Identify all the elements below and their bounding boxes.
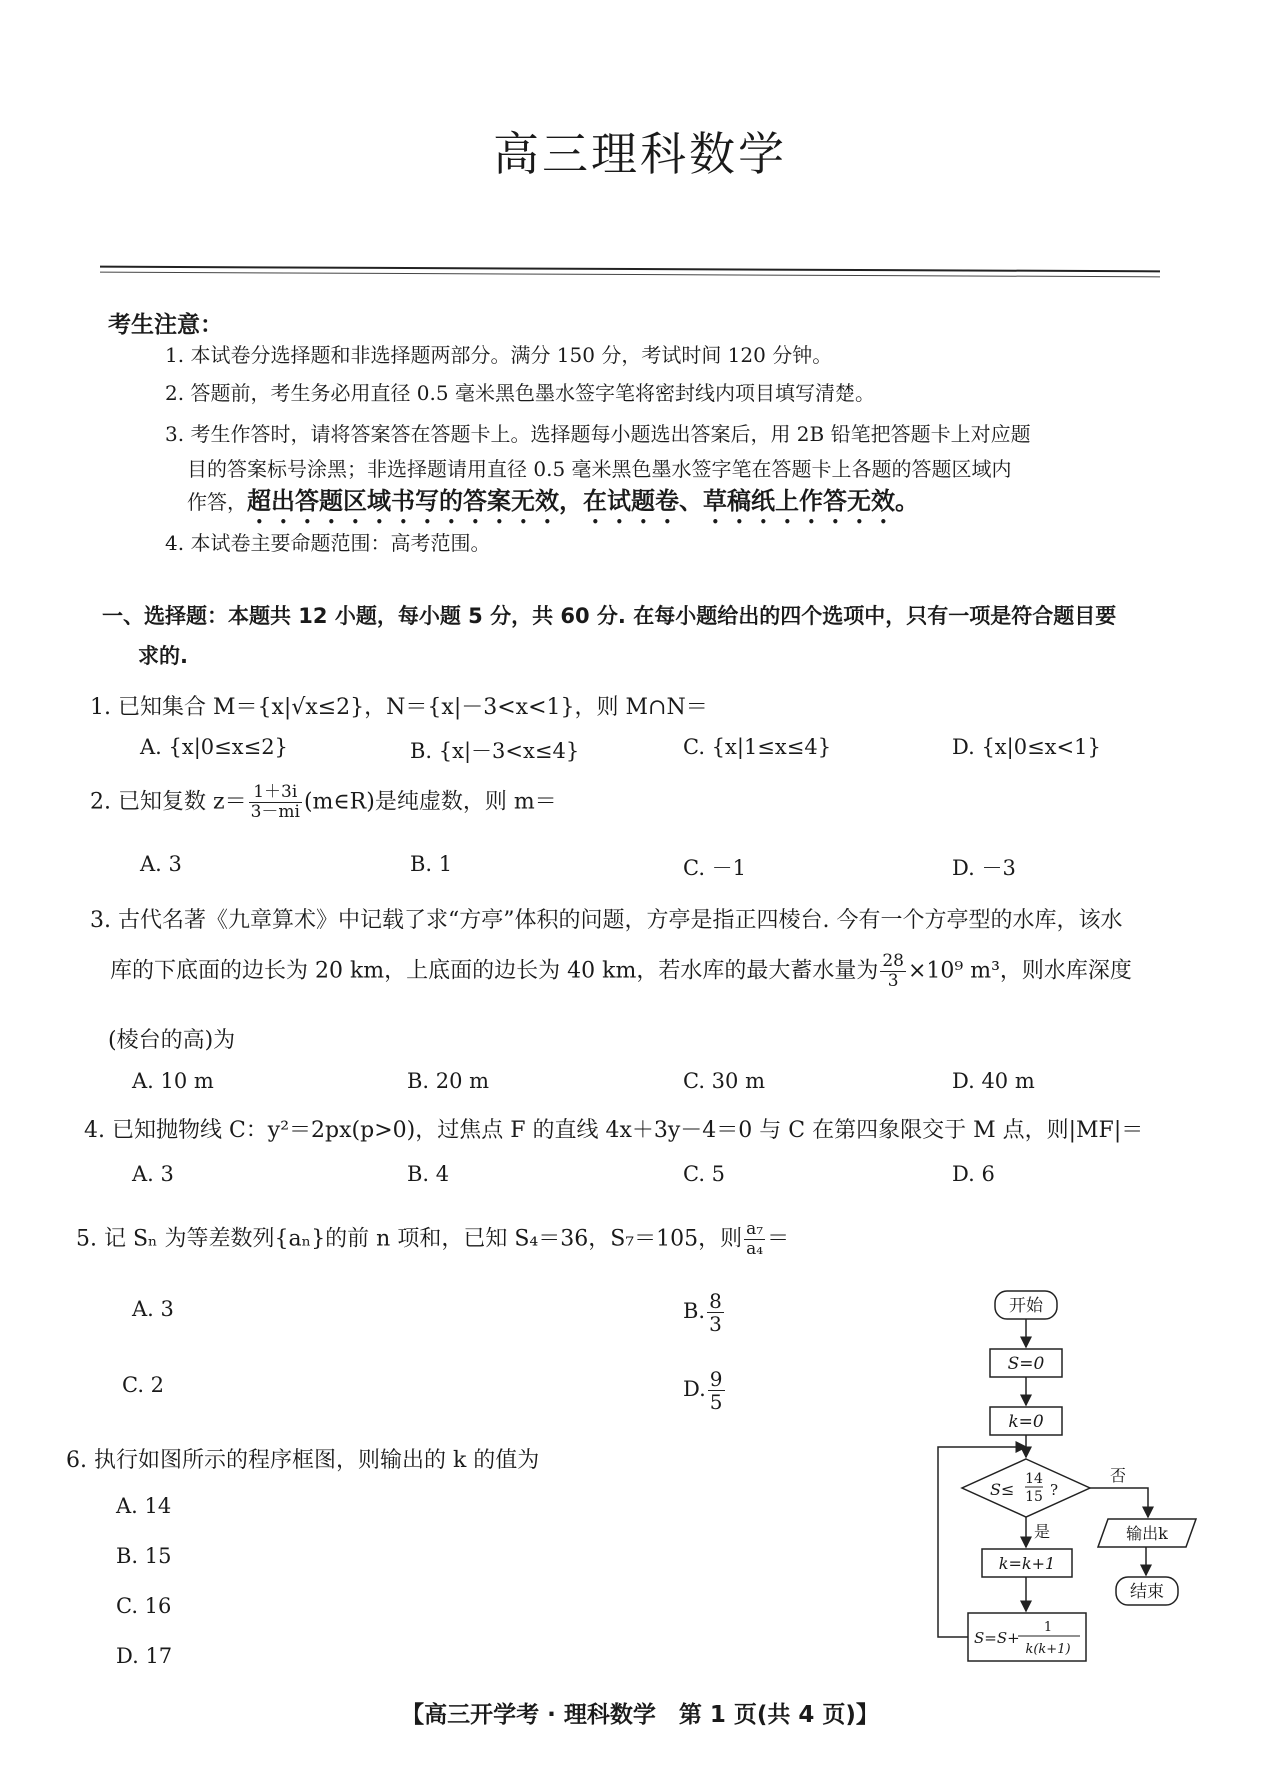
question-5-fraction (744, 1220, 765, 1259)
question-5-frac-den: a₄ (746, 1239, 764, 1259)
flowchart-cond-post: ? (1050, 1481, 1059, 1499)
program-flowchart (930, 1285, 1210, 1685)
question-6-option-b: B. 15 (116, 1544, 172, 1568)
question-5-stem-post: ＝ (767, 1226, 790, 1252)
question-2-option-c: C. －1 (683, 856, 747, 880)
question-5-frac-num: a₇ (746, 1219, 764, 1239)
question-5-option-d-den: 5 (709, 1390, 723, 1414)
flowchart-s0-label: S=0 (1007, 1354, 1045, 1374)
flowchart-update-num: 1 (1043, 1620, 1053, 1635)
page-footer: 【高三开学考 · 理科数学 第 1 页(共 4 页)】 (401, 1702, 879, 1728)
flowchart-output-label: 输出k (1126, 1524, 1168, 1543)
notice-item-4: 4. 本试卷主要命题范围：高考范围。 (165, 531, 491, 555)
flowchart-no-label: 否 (1110, 1466, 1127, 1485)
notice-item-3-lead: 作答， (187, 490, 247, 514)
question-2-fraction (249, 783, 302, 822)
question-2-frac-num: 1＋3i (249, 783, 302, 803)
question-5-option-c: C. 2 (122, 1373, 165, 1397)
flowchart-cond-pre: S≤ (990, 1480, 1015, 1499)
question-3-line-1: 3. 古代名著《九章算术》中记载了求“方亭”体积的问题，方亭是指正四棱台. 今有一个方亭型的水库，该水 (90, 908, 1123, 933)
question-3-line-2-pre: 库的下底面的边长为 20 km，上底面的边长为 40 km，若水库的最大蓄水量为 (110, 958, 879, 984)
question-4-stem: 4. 已知抛物线 C：y²＝2px(p>0)，过焦点 F 的直线 4x＋3y－4＝0 与 C 在第四象限交于 M 点，则|MF|＝ (84, 1118, 1144, 1143)
question-4-option-b: B. 4 (407, 1162, 450, 1186)
question-2-stem-post: (m∈R)是纯虚数，则 m＝ (303, 789, 557, 815)
question-3-option-b: B. 20 m (407, 1069, 490, 1093)
question-5-option-b-fraction (707, 1290, 724, 1335)
question-2-option-d: D. －3 (952, 856, 1016, 880)
question-5-option-d-fraction (708, 1368, 725, 1413)
question-1-option-d: D. {x|0≤x<1} (952, 735, 1101, 759)
question-5-option-a: A. 3 (132, 1297, 174, 1321)
question-5-option-d-num: 9 (709, 1367, 723, 1391)
notice-item-2: 2. 答题前，考生务必用直径 0.5 毫米黑色墨水签字笔将密封线内项目填写清楚。 (165, 381, 875, 405)
question-2-frac-den: 3－mi (250, 802, 300, 822)
question-5-option-b-den: 3 (709, 1312, 722, 1336)
question-3-fraction (880, 952, 906, 991)
flowchart-increment-label: k=k+1 (998, 1554, 1056, 1573)
question-3-line-2-post: ×10⁹ m³，则水库深度 (908, 958, 1132, 984)
question-6-option-d: D. 17 (116, 1644, 173, 1668)
question-1-option-a: A. {x|0≤x≤2} (140, 735, 288, 759)
flowchart-start-label: 开始 (1009, 1296, 1043, 1316)
question-4-option-d: D. 6 (952, 1162, 995, 1186)
question-3-frac-den: 3 (887, 971, 899, 991)
question-2-option-a: A. 3 (140, 852, 182, 876)
question-5-stem (76, 1220, 789, 1259)
notice-item-3-end (187, 486, 919, 529)
question-3-option-c: C. 30 m (683, 1069, 765, 1093)
question-5-option-d-label: D. (683, 1377, 706, 1401)
section-1-heading-cont: 求的. (138, 644, 188, 668)
question-1-option-b: B. {x|－3<x≤4} (410, 739, 580, 763)
flowchart-end-label: 结束 (1130, 1582, 1164, 1602)
question-3-line-3: (棱台的高)为 (108, 1028, 236, 1053)
question-2-option-b: B. 1 (410, 852, 453, 876)
question-3-line-2 (110, 952, 1132, 991)
notice-heading: 考生注意： (108, 311, 223, 338)
flowchart-update-pre: S=S+ (974, 1629, 1020, 1647)
header-rule-thick (100, 266, 1160, 273)
question-5-option-b (683, 1290, 726, 1335)
notice-item-3-cont: 目的答案标号涂黑；非选择题请用直径 0.5 毫米黑色墨水签字笔在答题卡上各题的答题区域内 (187, 457, 1012, 481)
question-4-option-a: A. 3 (132, 1162, 174, 1186)
question-1-option-c: C. {x|1≤x≤4} (683, 735, 832, 759)
exam-title: 高三理科数学 (493, 127, 787, 181)
section-1-heading: 一、选择题：本题共 12 小题，每小题 5 分，共 60 分. 在每小题给出的四个选项中，只有一项是符合题目要 (102, 604, 1117, 628)
question-6-option-c: C. 16 (116, 1594, 172, 1618)
notice-item-1: 1. 本试卷分选择题和非选择题两部分。满分 150 分，考试时间 120 分钟。 (165, 343, 833, 367)
question-3-option-a: A. 10 m (132, 1069, 214, 1093)
flowchart-k0-label: k=0 (1008, 1412, 1044, 1432)
question-5-option-d (683, 1368, 727, 1413)
notice-emphasis: 超出答题区域书写的答案无效，在试题卷、草稿纸上作答无效。 (247, 487, 919, 515)
flowchart-cond-num: 14 (1025, 1471, 1043, 1487)
question-5-option-b-label: B. (683, 1299, 706, 1323)
header-rule-thin (100, 272, 1160, 278)
question-3-option-d: D. 40 m (952, 1069, 1035, 1093)
question-1-stem: 1. 已知集合 M＝{x|√x≤2}，N＝{x|－3<x<1}，则 M∩N＝ (90, 695, 708, 720)
question-5-option-b-num: 8 (709, 1289, 722, 1313)
question-5-stem-pre: 5. 记 Sₙ 为等差数列{aₙ}的前 n 项和，已知 S₄＝36，S₇＝105，则 (76, 1226, 743, 1252)
question-6-stem: 6. 执行如图所示的程序框图，则输出的 k 的值为 (66, 1448, 540, 1473)
notice-item-3: 3. 考生作答时，请将答案答在答题卡上。选择题每小题选出答案后，用 2B 铅笔把答题卡上对应题 (165, 422, 1031, 446)
question-4-option-c: C. 5 (683, 1162, 726, 1186)
flowchart-yes-label: 是 (1034, 1522, 1051, 1541)
flowchart-condition-diamond (962, 1459, 1090, 1517)
flowchart-update-den: k(k+1) (1025, 1642, 1071, 1657)
question-2-stem-pre: 2. 已知复数 z＝ (90, 789, 247, 815)
question-6-option-a: A. 14 (116, 1494, 172, 1518)
question-3-frac-num: 28 (882, 951, 904, 971)
question-2-stem (90, 783, 557, 822)
flowchart-cond-den: 15 (1025, 1489, 1043, 1505)
